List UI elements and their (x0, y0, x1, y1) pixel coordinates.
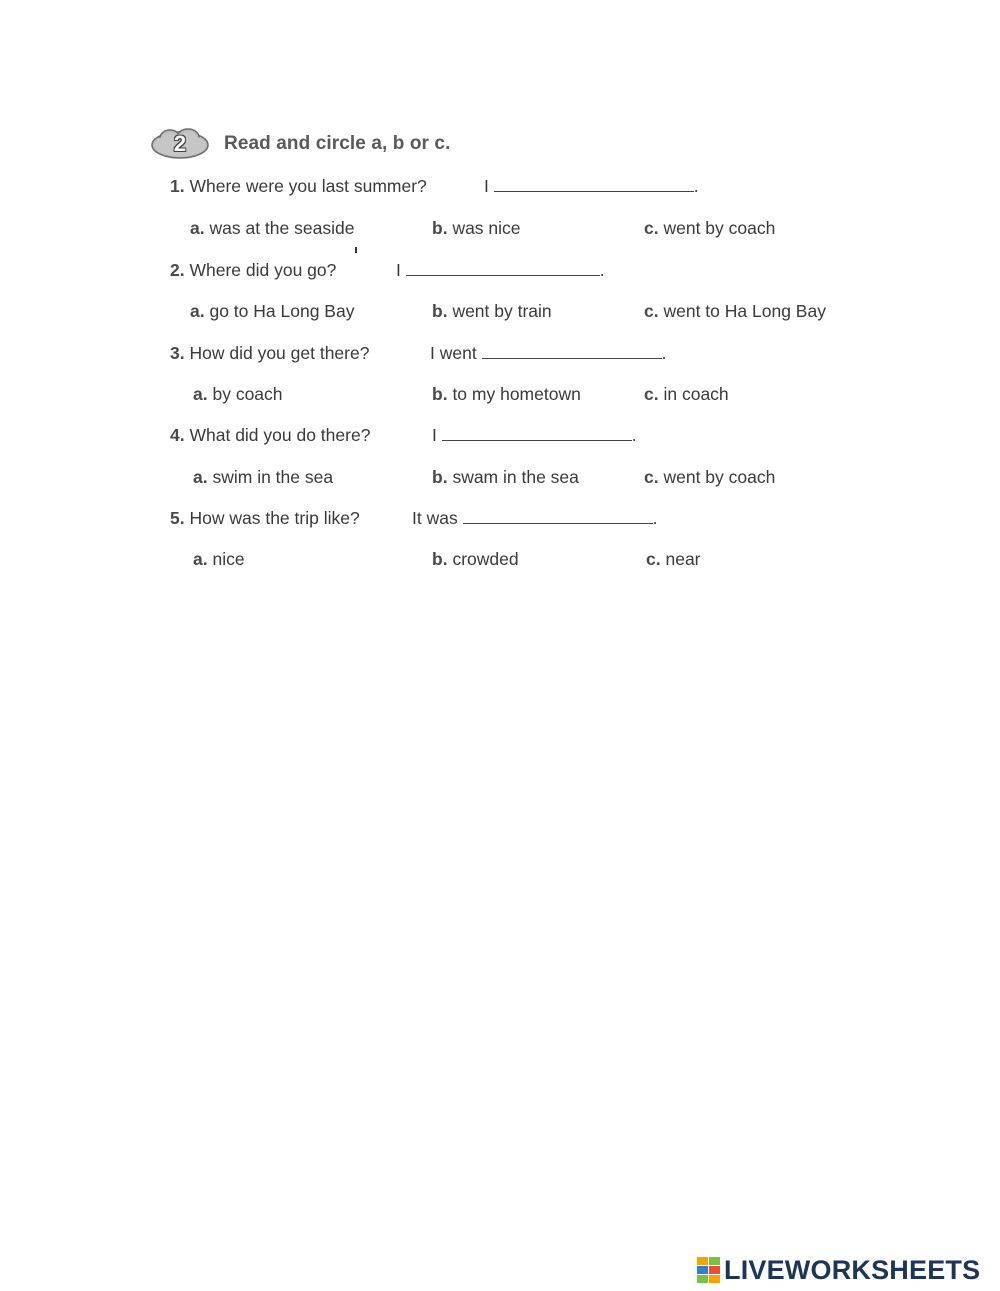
option-text: was nice (452, 218, 521, 238)
option-text: went by coach (663, 218, 776, 238)
answer-line[interactable] (463, 509, 653, 524)
liveworksheets-logo (697, 1255, 980, 1285)
answer-line[interactable] (494, 177, 694, 192)
section-instruction: Read and circle a, b or c. (224, 133, 451, 154)
option-text: crowded (452, 549, 519, 569)
answer-suffix: . (693, 176, 699, 196)
answer-suffix: . (599, 260, 605, 280)
question-2 (170, 260, 336, 281)
answer-suffix: . (652, 508, 658, 528)
option-text: swam in the sea (452, 467, 579, 487)
answer-suffix: . (631, 425, 637, 445)
option-letter: c. (644, 301, 659, 321)
liveworksheets-logo-icon (697, 1257, 720, 1283)
option-text: by coach (212, 384, 283, 404)
question-number: 2. (170, 260, 185, 280)
option-3a[interactable] (193, 384, 283, 405)
answer-line[interactable] (482, 344, 662, 359)
question-text: Where were you last summer? (189, 176, 427, 196)
question-text: How did you get there? (189, 343, 370, 363)
answer-line[interactable] (406, 261, 600, 276)
answer-suffix: . (661, 343, 667, 363)
answer-prefix: It was (412, 508, 458, 528)
answer-prefix: I (432, 425, 437, 445)
section-number-badge (150, 127, 210, 161)
answer-prefix: I went (430, 343, 477, 363)
option-text: to my hometown (452, 384, 581, 404)
question-5 (170, 508, 360, 529)
option-text: nice (212, 549, 245, 569)
option-letter: c. (644, 218, 659, 238)
option-3c[interactable] (644, 384, 729, 405)
option-letter: b. (432, 218, 448, 238)
answer-blank-1[interactable] (484, 176, 699, 197)
question-text: What did you do there? (189, 425, 371, 445)
option-letter: a. (193, 384, 208, 404)
option-letter: b. (432, 467, 448, 487)
section-heading (150, 126, 450, 162)
answer-prefix: I (396, 260, 401, 280)
option-2b[interactable] (432, 301, 552, 322)
option-5a[interactable] (193, 549, 245, 570)
answer-line[interactable] (442, 426, 632, 441)
option-letter: c. (646, 549, 661, 569)
option-1b[interactable] (432, 218, 521, 239)
option-letter: a. (190, 218, 205, 238)
option-1a[interactable] (190, 218, 354, 239)
brand-name: LIVEWORKSHEETS (724, 1254, 981, 1285)
section-number: 2 (173, 131, 187, 156)
option-text: went by coach (663, 467, 776, 487)
option-5b[interactable] (432, 549, 519, 570)
answer-blank-5[interactable] (412, 508, 657, 529)
stray-mark (355, 247, 357, 253)
answer-blank-2[interactable] (396, 260, 605, 281)
option-2c[interactable] (644, 301, 826, 322)
option-letter: b. (432, 301, 448, 321)
question-number: 5. (170, 508, 185, 528)
answer-blank-4[interactable] (432, 425, 637, 446)
option-text: in coach (663, 384, 729, 404)
option-2a[interactable] (190, 301, 354, 322)
option-letter: c. (644, 384, 659, 404)
question-number: 4. (170, 425, 185, 445)
option-letter: a. (190, 301, 205, 321)
option-1c[interactable] (644, 218, 775, 239)
question-3 (170, 343, 369, 364)
option-letter: a. (193, 467, 208, 487)
question-4 (170, 425, 370, 446)
option-4b[interactable] (432, 467, 579, 488)
option-4c[interactable] (644, 467, 775, 488)
option-letter: c. (644, 467, 659, 487)
option-letter: b. (432, 549, 448, 569)
option-text: near (665, 549, 701, 569)
option-text: was at the seaside (209, 218, 355, 238)
answer-prefix: I (484, 176, 489, 196)
option-text: went by train (452, 301, 552, 321)
option-letter: b. (432, 384, 448, 404)
option-4a[interactable] (193, 467, 333, 488)
option-3b[interactable] (432, 384, 581, 405)
question-number: 3. (170, 343, 185, 363)
question-number: 1. (170, 176, 185, 196)
option-text: swim in the sea (212, 467, 334, 487)
question-1 (170, 176, 427, 197)
option-text: go to Ha Long Bay (209, 301, 355, 321)
option-5c[interactable] (646, 549, 701, 570)
option-text: went to Ha Long Bay (663, 301, 826, 321)
question-text: How was the trip like? (189, 508, 360, 528)
option-letter: a. (193, 549, 208, 569)
answer-blank-3[interactable] (430, 343, 666, 364)
question-text: Where did you go? (189, 260, 337, 280)
